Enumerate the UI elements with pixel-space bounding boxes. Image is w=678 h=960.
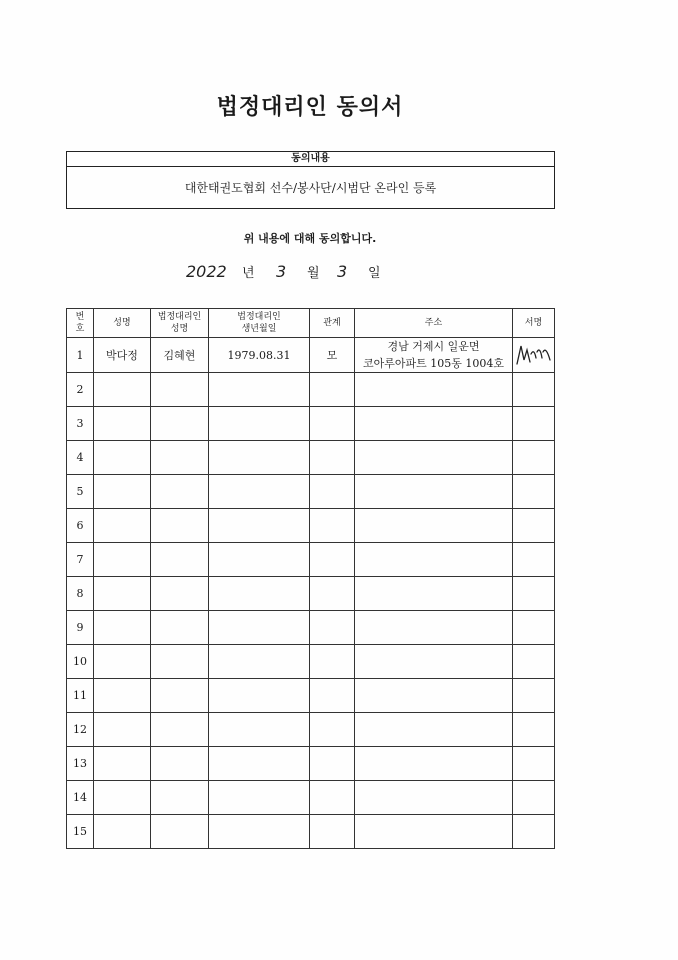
row-signature — [513, 611, 555, 645]
row-guardian-birth — [209, 611, 310, 645]
date-year-unit: 년 — [242, 266, 255, 281]
table-row — [67, 747, 555, 781]
row-name — [94, 441, 151, 475]
table-row — [67, 475, 555, 509]
row-signature — [513, 475, 555, 509]
consent-box — [66, 151, 555, 209]
header-address: 주소 — [355, 309, 513, 338]
row-signature — [513, 407, 555, 441]
row-no: 2 — [67, 373, 94, 407]
table-row — [67, 611, 555, 645]
row-guardian-birth — [209, 373, 310, 407]
row-no: 12 — [67, 713, 94, 747]
row-guardian-name — [151, 679, 209, 713]
date-day: 3 — [337, 262, 348, 281]
table-row — [67, 679, 555, 713]
row-signature — [513, 747, 555, 781]
row-no: 8 — [67, 577, 94, 611]
row-guardian-birth — [209, 781, 310, 815]
row-no: 4 — [67, 441, 94, 475]
row-signature — [513, 543, 555, 577]
row-guardian-name — [151, 781, 209, 815]
row-guardian-name — [151, 713, 209, 747]
row-guardian-birth — [209, 577, 310, 611]
row-no: 14 — [67, 781, 94, 815]
row-guardian-name — [151, 475, 209, 509]
table-row — [67, 338, 555, 373]
row-signature — [513, 509, 555, 543]
row-guardian-name — [151, 543, 209, 577]
row-guardian-birth — [209, 815, 310, 849]
row-no: 10 — [67, 645, 94, 679]
handwritten-signature — [515, 340, 553, 368]
row-relation — [310, 475, 355, 509]
row-address — [355, 645, 513, 679]
table-header-row — [67, 309, 555, 338]
row-relation — [310, 645, 355, 679]
table-row — [67, 441, 555, 475]
table-row — [67, 781, 555, 815]
row-relation — [310, 713, 355, 747]
row-address — [355, 373, 513, 407]
row-relation: 모 — [310, 338, 355, 373]
table-row — [67, 815, 555, 849]
row-guardian-name — [151, 509, 209, 543]
header-signature: 서명 — [513, 309, 555, 338]
row-address — [355, 747, 513, 781]
row-name — [94, 475, 151, 509]
row-guardian-birth — [209, 679, 310, 713]
row-no: 1 — [67, 338, 94, 373]
row-relation — [310, 407, 355, 441]
row-guardian-birth — [209, 645, 310, 679]
row-signature — [513, 679, 555, 713]
row-address — [355, 713, 513, 747]
row-guardian-birth — [209, 441, 310, 475]
row-name — [94, 815, 151, 849]
header-name: 성명 — [94, 309, 151, 338]
row-address — [355, 407, 513, 441]
row-guardian-birth — [209, 407, 310, 441]
table-row — [67, 713, 555, 747]
row-address — [355, 781, 513, 815]
address-line-2: 코아루아파트 105동 1004호 — [363, 357, 504, 370]
row-guardian-name — [151, 577, 209, 611]
row-signature — [513, 577, 555, 611]
table-row — [67, 543, 555, 577]
consent-text: 대한태권도협회 선수/봉사단/시범단 온라인 등록 — [184, 181, 437, 195]
address-line-1: 경남 거제시 일운면 — [387, 340, 480, 353]
table-row — [67, 373, 555, 407]
row-name — [94, 747, 151, 781]
row-relation — [310, 509, 355, 543]
row-guardian-name — [151, 645, 209, 679]
row-name — [94, 373, 151, 407]
row-guardian-birth — [209, 713, 310, 747]
row-signature — [513, 338, 555, 373]
row-signature — [513, 815, 555, 849]
row-no: 7 — [67, 543, 94, 577]
row-address — [355, 475, 513, 509]
consent-table — [66, 308, 555, 849]
row-name: 박다정 — [94, 338, 151, 373]
row-address — [355, 509, 513, 543]
row-name — [94, 713, 151, 747]
consent-header: 동의내용 — [67, 152, 554, 167]
row-relation — [310, 373, 355, 407]
table-row — [67, 509, 555, 543]
row-no: 11 — [67, 679, 94, 713]
row-no: 15 — [67, 815, 94, 849]
row-name — [94, 611, 151, 645]
row-relation — [310, 747, 355, 781]
table-row — [67, 645, 555, 679]
date-day-unit: 일 — [368, 266, 381, 281]
row-signature — [513, 441, 555, 475]
row-no: 13 — [67, 747, 94, 781]
row-no: 9 — [67, 611, 94, 645]
row-name — [94, 781, 151, 815]
row-relation — [310, 611, 355, 645]
row-address — [355, 577, 513, 611]
row-address — [355, 441, 513, 475]
row-name — [94, 509, 151, 543]
row-address — [355, 611, 513, 645]
row-guardian-birth — [209, 747, 310, 781]
row-guardian-name: 김혜현 — [151, 338, 209, 373]
row-name — [94, 407, 151, 441]
row-relation — [310, 679, 355, 713]
row-no: 3 — [67, 407, 94, 441]
header-relation: 관계 — [310, 309, 355, 338]
row-guardian-birth — [209, 509, 310, 543]
row-guardian-name — [151, 373, 209, 407]
row-relation — [310, 815, 355, 849]
row-relation — [310, 441, 355, 475]
row-signature — [513, 713, 555, 747]
row-name — [94, 645, 151, 679]
date-month: 3 — [276, 262, 287, 281]
header-guardian-name: 법정대리인 성명 — [151, 309, 209, 338]
row-guardian-birth — [209, 543, 310, 577]
row-relation — [310, 543, 355, 577]
row-name — [94, 577, 151, 611]
row-signature — [513, 781, 555, 815]
row-address — [355, 815, 513, 849]
row-name — [94, 679, 151, 713]
row-signature — [513, 645, 555, 679]
header-guardian-birth: 법정대리인 생년월일 — [209, 309, 310, 338]
row-address — [355, 338, 513, 373]
document-title: 법정대리인 동의서 — [216, 95, 404, 120]
row-guardian-name — [151, 611, 209, 645]
header-no: 번 호 — [67, 309, 94, 338]
table-row — [67, 407, 555, 441]
row-address — [355, 543, 513, 577]
row-address — [355, 679, 513, 713]
row-no: 5 — [67, 475, 94, 509]
row-relation — [310, 577, 355, 611]
table-row — [67, 577, 555, 611]
row-signature — [513, 373, 555, 407]
row-guardian-name — [151, 815, 209, 849]
date-year: 2022 — [186, 262, 227, 281]
row-guardian-name — [151, 747, 209, 781]
row-guardian-birth: 1979.08.31 — [209, 338, 310, 373]
date-month-unit: 월 — [307, 266, 320, 281]
agree-statement: 위 내용에 대해 동의합니다. — [243, 232, 377, 245]
row-relation — [310, 781, 355, 815]
row-guardian-name — [151, 441, 209, 475]
row-guardian-name — [151, 407, 209, 441]
row-name — [94, 543, 151, 577]
row-guardian-birth — [209, 475, 310, 509]
row-no: 6 — [67, 509, 94, 543]
